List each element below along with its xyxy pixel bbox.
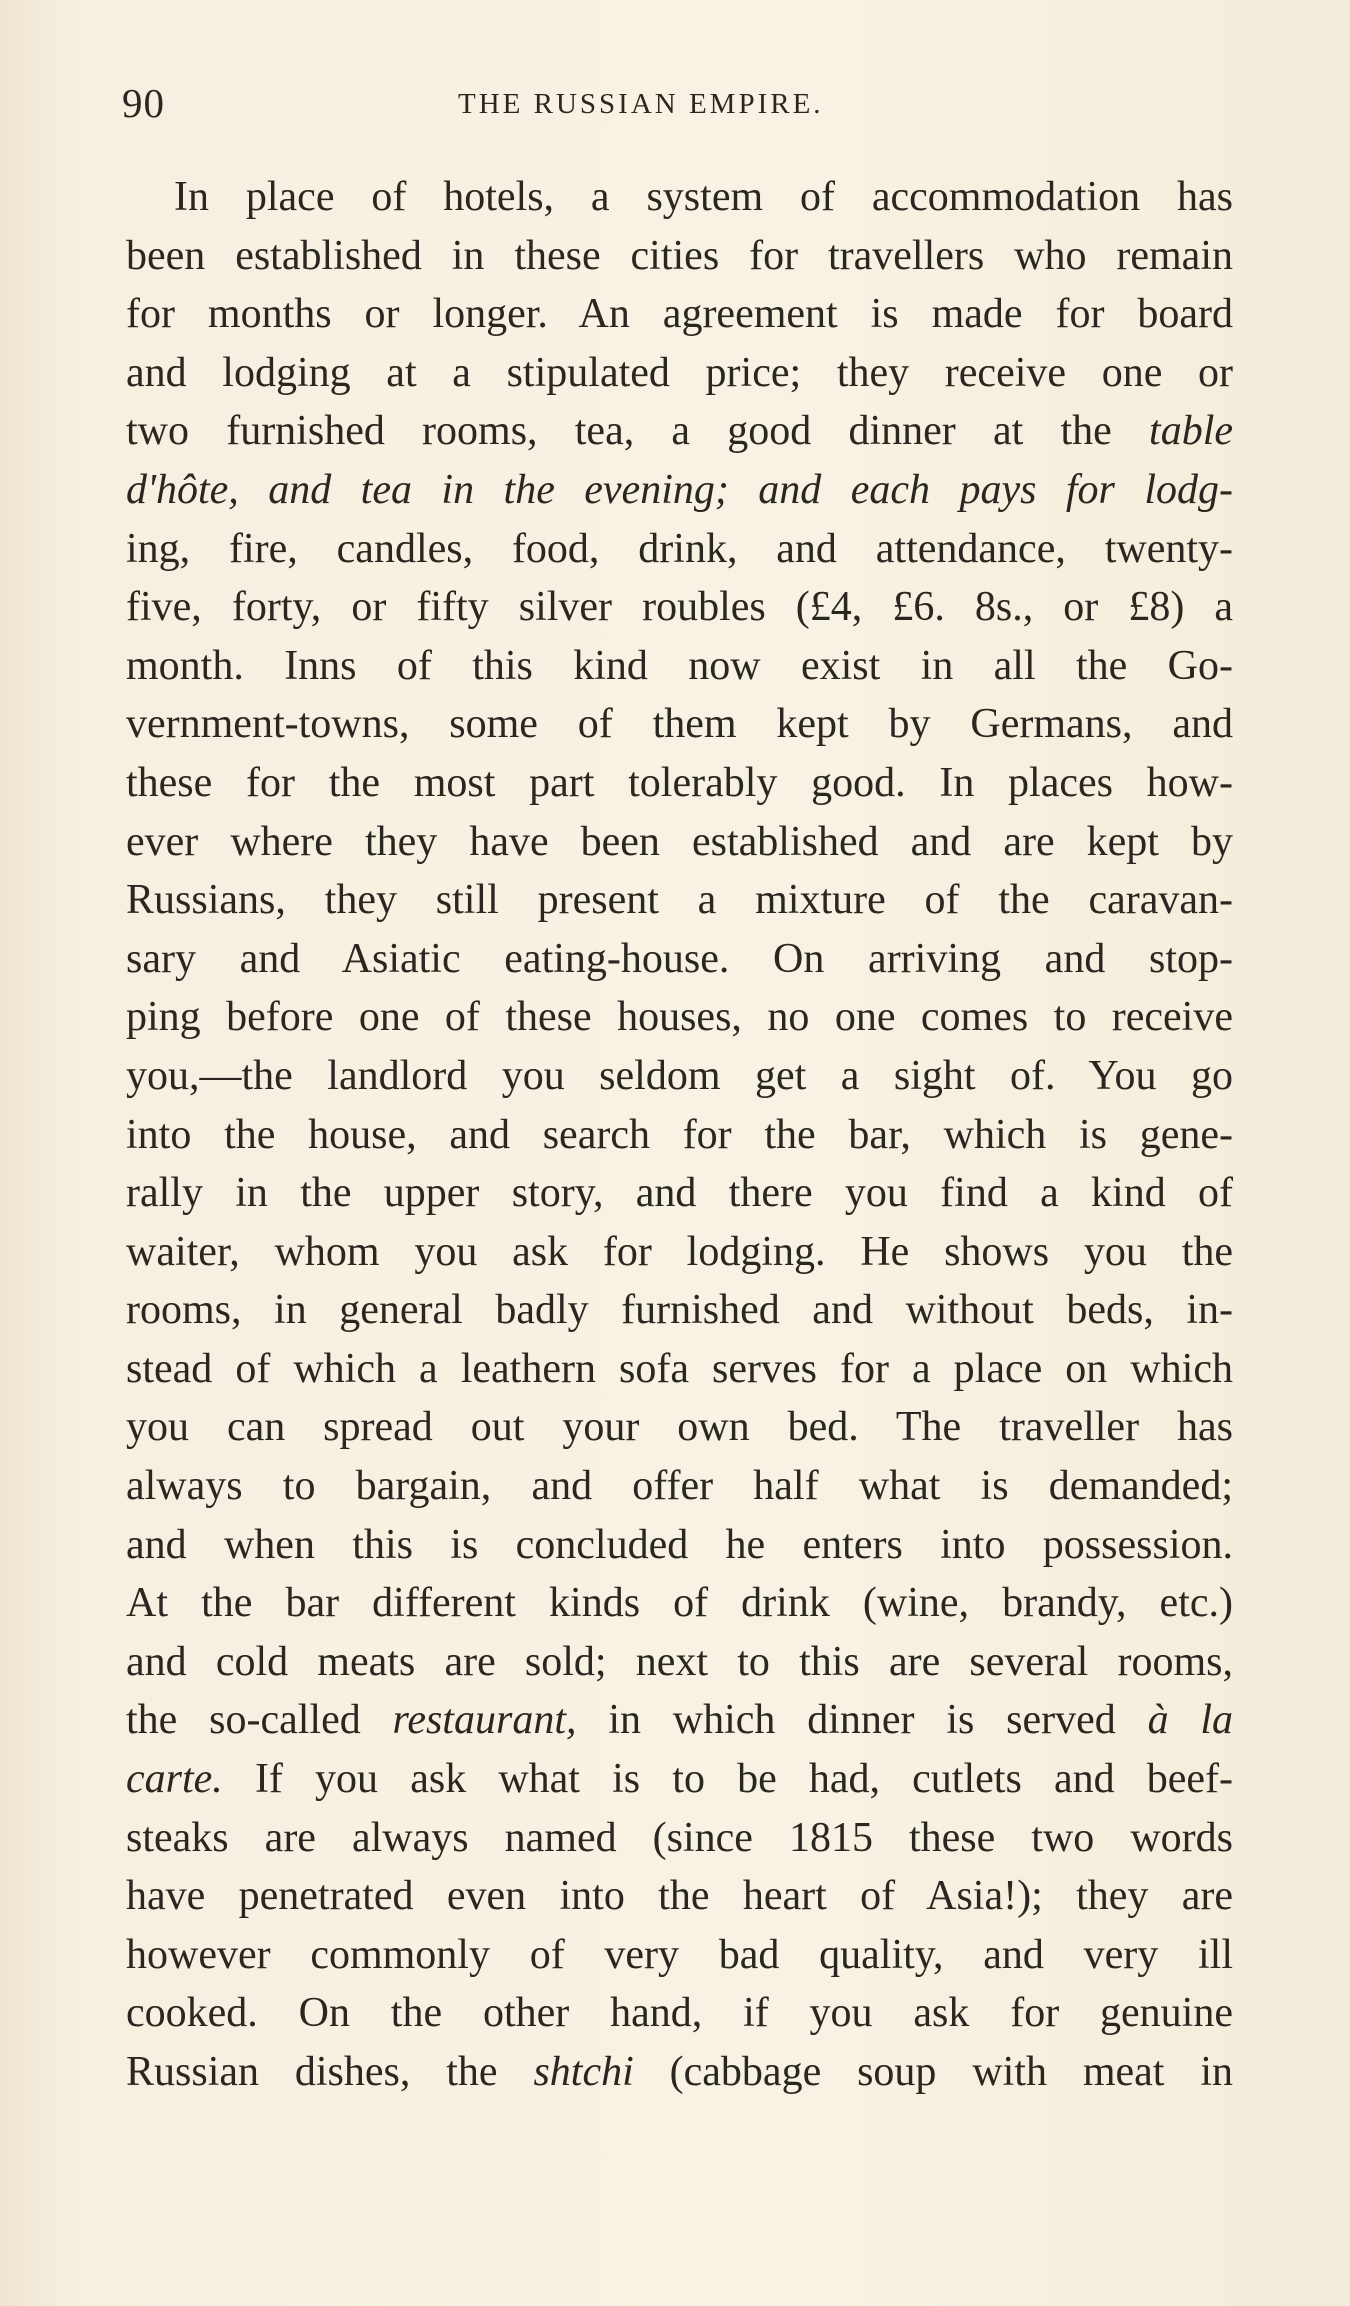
text-line: have penetrated even into the heart of Asia!); they are (126, 1873, 1233, 1920)
text-line: vernment-towns, some of them kept by Germans, and (126, 701, 1233, 748)
text-line: five, forty, or fifty silver roubles (£4, £6. 8s., or £8) a (126, 584, 1233, 631)
text-line: stead of which a leathern sofa serves for a place on which (126, 1345, 1233, 1392)
text-line: ing, fire, candles, food, drink, and attendance, twenty- (126, 525, 1233, 572)
text-line: month. Inns of this kind now exist in all the Go- (126, 642, 1233, 689)
page-number: 90 (122, 80, 165, 126)
text-line: however commonly of very bad quality, and very ill (126, 1931, 1233, 1978)
italic-fragment: shtchi (533, 2049, 634, 2095)
text-line: At the bar different kinds of drink (wine, brandy, etc.) (126, 1580, 1233, 1627)
italic-fragment: d'hôte, and tea in the evening; and each pays for lodg- (126, 466, 1233, 513)
italic-fragment: à la (1147, 1697, 1234, 1744)
text-line: always to bargain, and offer half what is demanded; (126, 1463, 1233, 1510)
text-fragment: in which dinner is served (608, 1697, 1116, 1744)
italic-fragment: restaurant, (392, 1697, 577, 1744)
text-line: ever where they have been established and are kept by (126, 818, 1233, 865)
italic-fragment: carte. (126, 1756, 223, 1803)
text-fragment: Russian dishes, the (126, 2049, 498, 2095)
text-line: ping before one of these houses, no one comes to receive (126, 994, 1233, 1041)
text-line (126, 2043, 1233, 2102)
text-fragment: the so-called (126, 1697, 361, 1744)
text-line (126, 461, 1233, 520)
text-line: Russians, they still present a mixture of the caravan- (126, 877, 1233, 924)
text-line: you can spread out your own bed. The traveller has (126, 1404, 1233, 1451)
text-line: sary and Asiatic eating-house. On arriving and stop- (126, 935, 1233, 982)
text-fragment: If you ask what is to be had, cutlets and beef- (222, 1756, 1233, 1803)
text-line: for months or longer. An agreement is made for board (126, 291, 1233, 338)
text-line: and when this is concluded he enters into possession. (126, 1521, 1233, 1568)
text-line: and cold meats are sold; next to this are several rooms, (126, 1638, 1233, 1685)
text-fragment: (cabbage soup with meat in (669, 2049, 1234, 2095)
running-title: THE RUSSIAN EMPIRE. (458, 88, 824, 120)
text-line: rally in the upper story, and there you find a kind of (126, 1170, 1233, 1217)
text-line: rooms, in general badly furnished and without beds, in- (126, 1287, 1233, 1334)
text-line: waiter, whom you ask for lodging. He shows you the (126, 1228, 1233, 1275)
text-line (126, 402, 1233, 461)
text-line: you,—the landlord you seldom get a sight of. You go (126, 1052, 1233, 1099)
page-header (118, 78, 1228, 128)
text-line (126, 1691, 1233, 1750)
body-text (126, 168, 1233, 2102)
text-line: In place of hotels, a system of accommodation has (174, 174, 1233, 220)
text-line (126, 1750, 1233, 1809)
text-line: been established in these cities for travellers who remain (126, 232, 1233, 279)
text-line: these for the most part tolerably good. In places how- (126, 759, 1233, 806)
text-line: and lodging at a stipulated price; they receive one or (126, 349, 1233, 396)
text-fragment: two furnished rooms, tea, a good dinner at the (126, 408, 1112, 455)
italic-fragment: table (1149, 408, 1234, 455)
text-line: steaks are always named (since 1815 these two words (126, 1814, 1233, 1861)
text-line: cooked. On the other hand, if you ask for genuine (126, 1990, 1233, 2037)
text-line: into the house, and search for the bar, which is gene- (126, 1111, 1233, 1158)
